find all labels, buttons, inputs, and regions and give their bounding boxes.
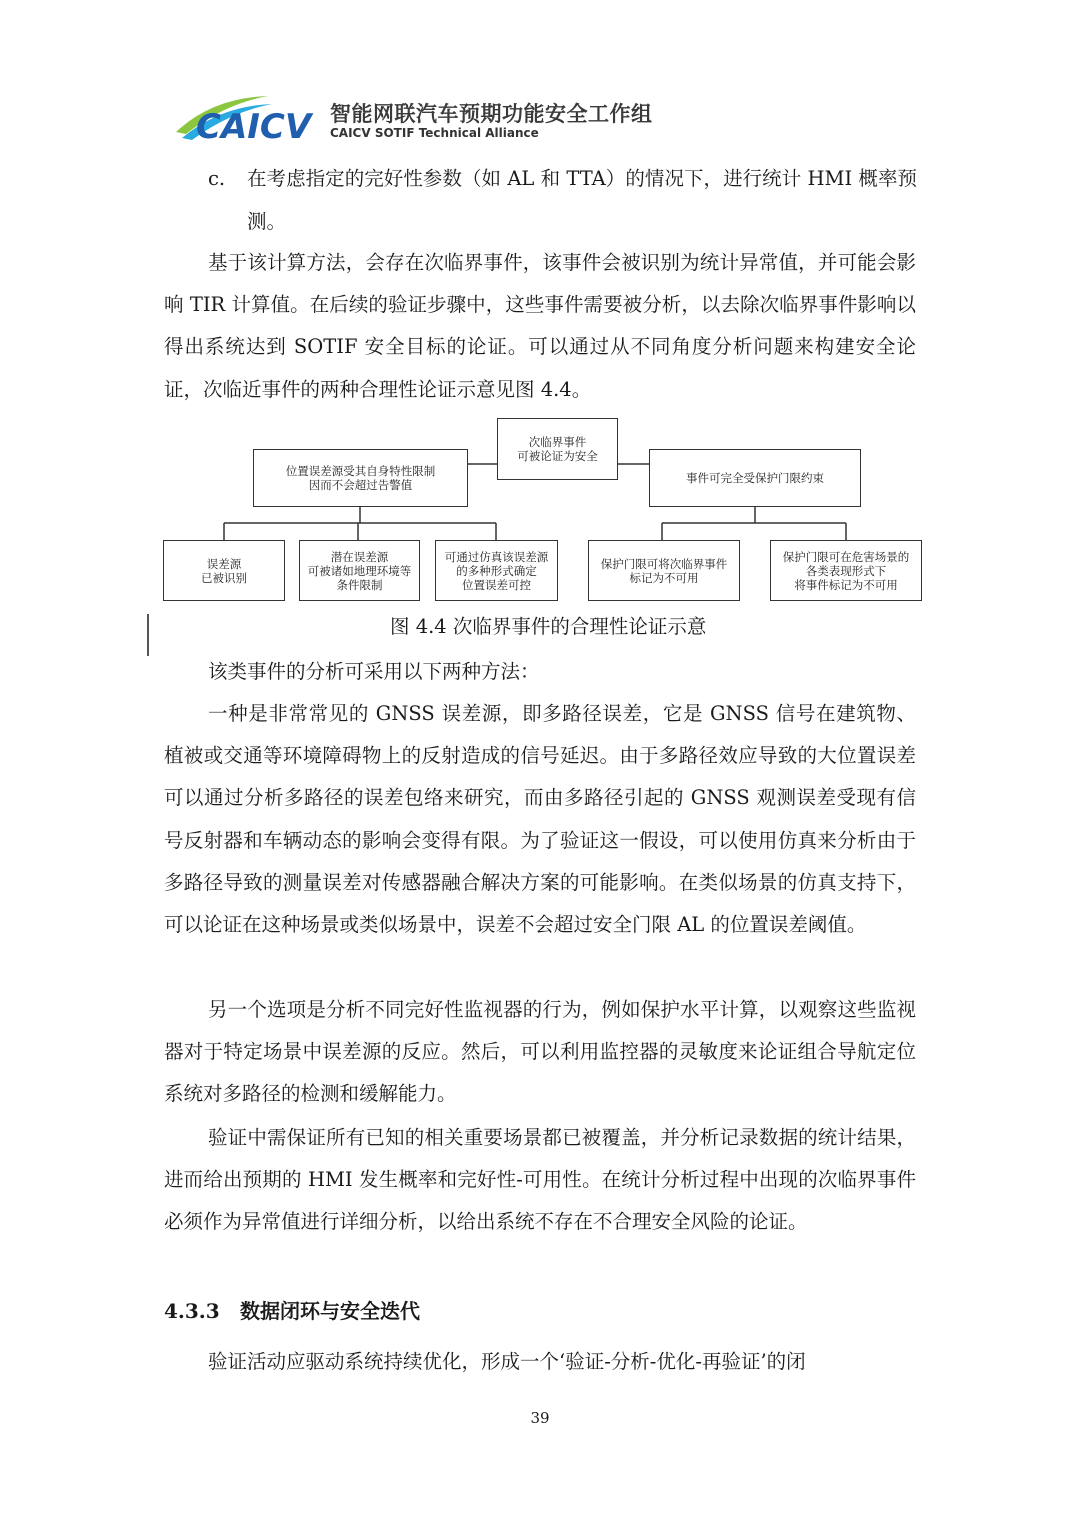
diagram-leaf-node: 潜在误差源 可被诸如地理环境等 条件限制	[299, 540, 420, 601]
paragraph-methods-intro: 该类事件的分析可采用以下两种方法：	[208, 660, 540, 683]
diagram-root-node: 次临界事件 可被论证为安全	[497, 418, 618, 480]
diagram-connectors	[0, 0, 1080, 620]
logo-wordmark: CAICV	[196, 107, 312, 147]
page-number: 39	[530, 1409, 550, 1427]
org-name-en: CAICV SOTIF Technical Alliance	[330, 126, 539, 140]
list-item-text: 在考虑指定的完好性参数（如 AL 和 TTA）的情况下，进行统计 HMI 概率预测。	[247, 167, 917, 233]
paragraph-subcritical-events: 基于该计算方法，会存在次临界事件，该事件会被识别为统计异常值，并可能会影响 TIR 计算值。在后续的验证步骤中，这些事件需要被分析，以去除次临界事件影响以得出系统达到 SOTIF 安全目标的论证。可以通过从不同角度分析问题来构建安全论证，次临近事件的两种合理性论证示意见图 4.4。	[164, 251, 916, 401]
section-title: 数据闭环与安全迭代	[240, 1299, 420, 1323]
diagram-leaf-node: 保护门限可将次临界事件 标记为不可用	[588, 540, 740, 601]
diagram-leaf-node: 可通过仿真该误差源 的多种形式确定 位置误差可控	[435, 540, 558, 601]
paragraph-multipath: 一种是非常常见的 GNSS 误差源，即多路径误差，它是 GNSS 信号在建筑物、植被或交通等环境障碍物上的反射造成的信号延迟。由于多路径效应导致的大位置误差可以通过分析多路径的误差包络来研究，而由多路径引起的 GNSS 观测误差受现有信号反射器和车辆动态的影响会变得有限。为了验证这一假设，可以使用仿真来分析由于多路径导致的测量误差对传感器融合解决方案的可能影响。在类似场景的仿真支持下，可以论证在这种场景或类似场景中，误差不会超过安全门限 AL 的位置误差阈值。	[164, 702, 916, 937]
paragraph-integrity-monitors: 另一个选项是分析不同完好性监视器的行为，例如保护水平计算，以观察这些监视器对于特定场景中误差源的反应。然后，可以利用监控器的灵敏度来论证组合导航定位系统对多路径的检测和缓解能力。	[164, 998, 916, 1106]
figure-caption: 图 4.4 次临界事件的合理性论证示意	[390, 615, 707, 638]
paragraph-verification: 验证中需保证所有已知的相关重要场景都已被覆盖，并分析记录数据的统计结果，进而给出预期的 HMI 发生概率和完好性-可用性。在统计分析过程中出现的次临界事件必须作为异常值进行详细分析，以给出系统不存在不合理安全风险的论证。	[164, 1126, 916, 1234]
diagram-left-branch-node: 位置误差源受其自身特性限制 因而不会超过告警值	[253, 449, 468, 507]
diagram-leaf-node: 保护门限可在危害场景的 各类表现形式下 将事件标记为不可用	[770, 540, 922, 601]
margin-mark	[147, 614, 149, 656]
org-name-cn: 智能网联汽车预期功能安全工作组	[330, 102, 653, 126]
section-heading	[164, 1294, 420, 1328]
list-item-label: c.	[208, 167, 226, 190]
diagram-leaf-node: 误差源 已被识别	[163, 540, 285, 601]
section-number: 4.3.3	[164, 1299, 220, 1323]
diagram-right-branch-node: 事件可完全受保护门限约束	[649, 449, 861, 507]
paragraph-data-loop: 验证活动应驱动系统持续优化，形成一个‘验证-分析-优化-再验证’的闭	[208, 1350, 806, 1373]
